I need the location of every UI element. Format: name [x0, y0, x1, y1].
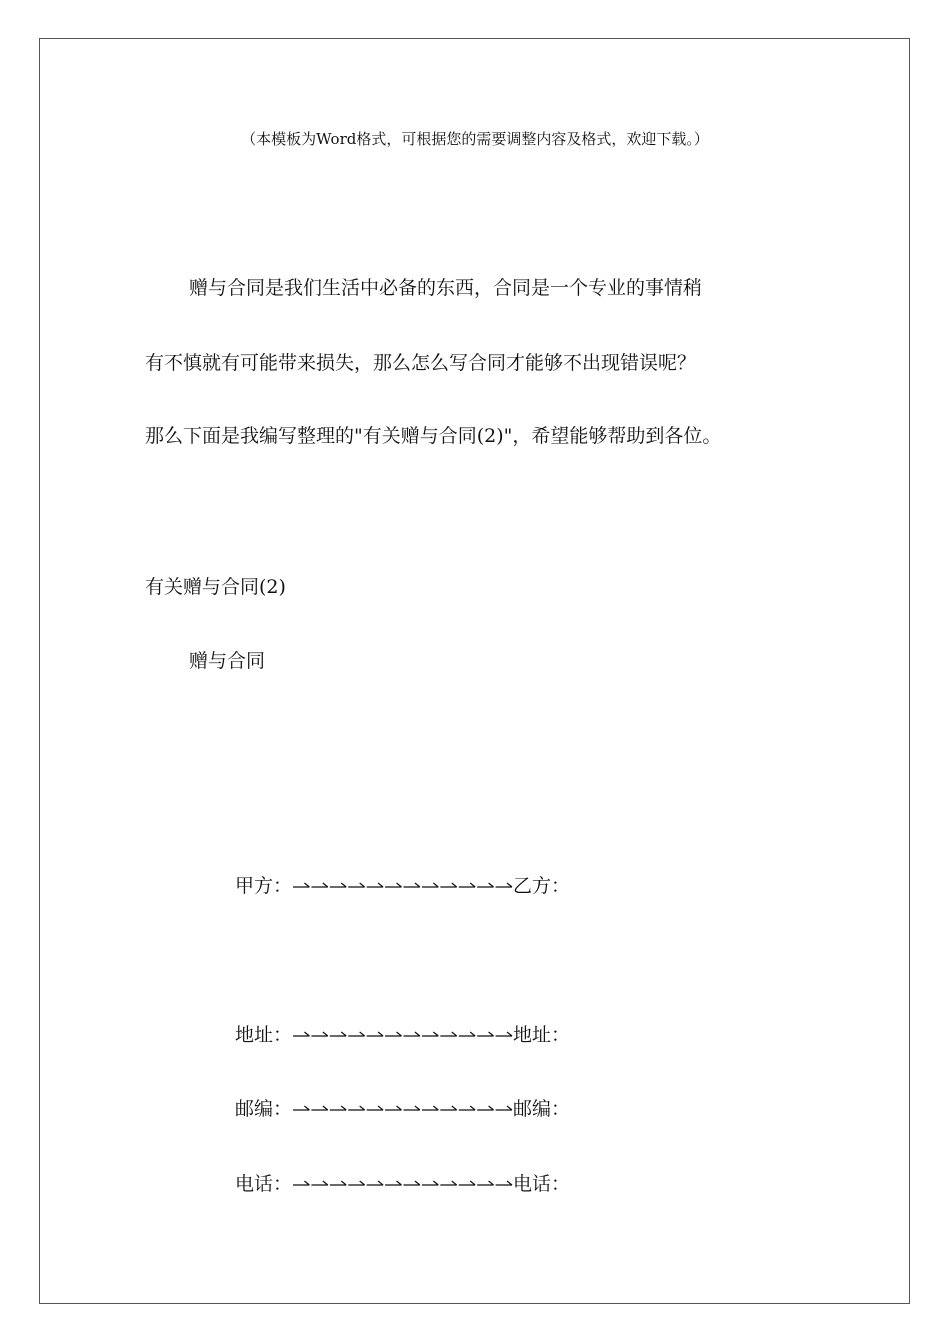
party-row: [235, 874, 570, 898]
tab-arrow-mark: [385, 1106, 401, 1110]
party-a-label: 甲方：: [235, 875, 293, 897]
tab-arrow-mark: [404, 1181, 420, 1185]
tab-arrow-mark: [422, 1032, 438, 1036]
tab-arrow-mark: [477, 1106, 493, 1110]
tab-arrow-mark: [293, 883, 309, 887]
address-row: [235, 1023, 570, 1047]
phone-row: [235, 1172, 570, 1196]
tab-arrow-mark: [404, 1106, 420, 1110]
tab-arrow-mark: [459, 1106, 475, 1110]
tab-arrows-svg: [292, 1172, 513, 1196]
tab-arrow-mark: [293, 1181, 309, 1185]
tab-arrow-mark: [440, 1181, 456, 1185]
tab-arrow-mark: [348, 1181, 364, 1185]
tab-arrow-mark: [496, 1106, 512, 1110]
tab-arrow-mark: [404, 1032, 420, 1036]
tab-arrow-mark: [348, 883, 364, 887]
postcode-row: [235, 1097, 570, 1121]
tab-arrow-mark: [311, 883, 327, 887]
tab-arrows-svg: [292, 1097, 513, 1121]
address-b-label: 地址：: [513, 1024, 571, 1046]
intro-line-1: 赠与合同是我们生活中必备的东西，合同是一个专业的事情稍: [189, 277, 703, 299]
tab-arrow-mark: [385, 1032, 401, 1036]
tab-arrow-mark: [330, 1181, 346, 1185]
tab-arrow-mark: [459, 883, 475, 887]
tab-arrows-svg: [292, 874, 513, 898]
tab-arrow-mark: [496, 1032, 512, 1036]
tab-arrow-mark: [311, 1032, 327, 1036]
contract-heading: 赠与合同: [189, 650, 266, 672]
tab-arrow-mark: [311, 1181, 327, 1185]
tab-arrow-mark: [293, 1032, 309, 1036]
tab-arrow-mark: [477, 883, 493, 887]
tab-arrow-mark: [330, 1106, 346, 1110]
tab-arrow-mark: [330, 1032, 346, 1036]
tab-arrow-mark: [367, 883, 383, 887]
tab-arrow-mark: [385, 883, 401, 887]
tab-arrow-mark: [348, 1032, 364, 1036]
tab-arrow-mark: [496, 883, 512, 887]
tab-arrow-mark: [459, 1181, 475, 1185]
tab-arrow-mark: [422, 1181, 438, 1185]
tab-arrow-mark: [422, 883, 438, 887]
tab-arrows-icon: [292, 1172, 513, 1196]
tab-arrow-mark: [440, 1032, 456, 1036]
phone-a-label: 电话：: [235, 1173, 293, 1195]
tab-arrow-mark: [404, 883, 420, 887]
tab-arrow-mark: [348, 1106, 364, 1110]
postcode-b-label: 邮编：: [513, 1098, 571, 1120]
tab-arrow-mark: [496, 1181, 512, 1185]
postcode-a-label: 邮编：: [235, 1098, 293, 1120]
tab-arrow-mark: [422, 1106, 438, 1110]
tab-arrows-svg: [292, 1023, 513, 1047]
document-title: 有关赠与合同(2): [145, 576, 286, 598]
phone-b-label: 电话：: [513, 1173, 571, 1195]
tab-arrow-mark: [440, 1106, 456, 1110]
tab-arrows-icon: [292, 874, 513, 898]
tab-arrow-mark: [367, 1181, 383, 1185]
party-b-label: 乙方：: [513, 875, 571, 897]
tab-arrows-icon: [292, 1097, 513, 1121]
tab-arrow-mark: [367, 1032, 383, 1036]
tab-arrow-mark: [440, 883, 456, 887]
tab-arrow-mark: [311, 1106, 327, 1110]
address-a-label: 地址：: [235, 1024, 293, 1046]
tab-arrow-mark: [293, 1106, 309, 1110]
tab-arrow-mark: [459, 1032, 475, 1036]
tab-arrow-mark: [385, 1181, 401, 1185]
intro-line-2: 有不慎就有可能带来损失，那么怎么写合同才能够不出现错误呢？: [145, 352, 697, 374]
tab-arrow-mark: [477, 1032, 493, 1036]
tab-arrows-icon: [292, 1023, 513, 1047]
tab-arrow-mark: [330, 883, 346, 887]
intro-line-3: 那么下面是我编写整理的"有关赠与合同(2)"，希望能够帮助到各位。: [145, 425, 722, 447]
tab-arrow-mark: [367, 1106, 383, 1110]
template-note: （本模板为Word格式，可根据您的需要调整内容及格式，欢迎下载。）: [241, 130, 709, 148]
tab-arrow-mark: [477, 1181, 493, 1185]
